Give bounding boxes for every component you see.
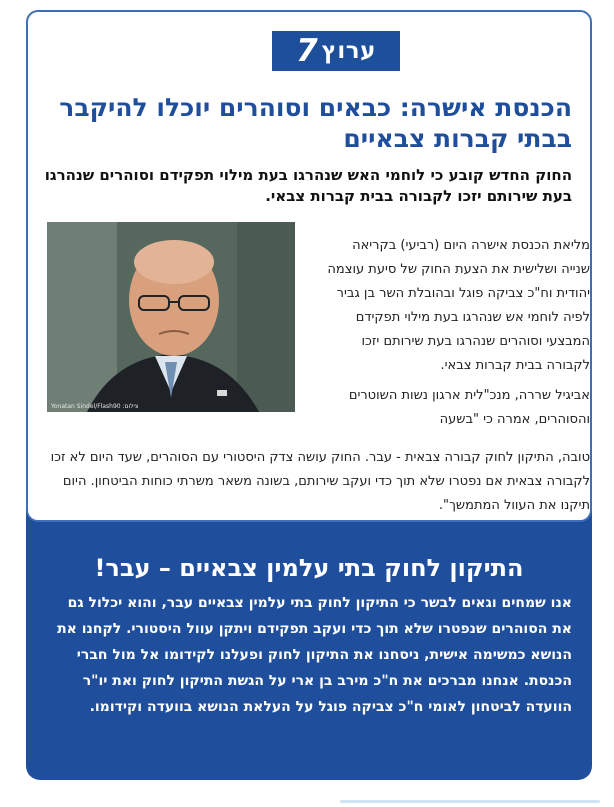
article-subhead: החוק החדש קובע כי לוחמי האש שנהרגו בעת מילוי תפקידם וסוהרים שנהרגו בעת שירותם יזכו לקבורה בבית קברות צבאי. <box>44 166 572 205</box>
body-paragraph-2-start: אביגיל שררה, מנכ"לית ארגון נשות השוטרים והסוהרים, אמרה כי "בשעה <box>348 388 590 427</box>
article-headline: הכנסת אישרה: כבאים וסוהרים יוכלו להיקבר בבתי קברות צבאיים <box>59 93 572 153</box>
article-body <box>320 234 590 438</box>
highlight-box <box>26 522 592 780</box>
photo-credit: Yonatan Sindel/Flash90 :צילום <box>51 403 139 410</box>
highlight-text: אנו שמחים וגאים לבשר כי התיקון לחוק בתי עלמין צבאיים עבר, והוא יכלול גם את הסוהרים שנפטרו שלא תוך כדי ועקב תפקידם ויתקן עוול היסטורי. לקחנו את הנושא כמשימה אישית, ניסחנו את התיקון לחוק ופעלנו לקידומו אל מול חברי הכנסת. אנחנו מברכים את ח"כ מירב בן ארי על הגשת התיקון לחוק ואת יו"ר הוועדה לביטחון לאומי ח"כ צביקה פוגל על העלאת הנושא בוועדה וקידומו. <box>57 595 572 715</box>
channel7-logo[interactable] <box>272 31 400 71</box>
body-paragraph-1: מליאת הכנסת אישרה היום (רביעי) בקריאה שנייה ושלישית את הצעת החוק של סיעת עוצמה יהודית וח"כ צביקה פוגל ובהובלת השר בן גביר לפיה לוחמי אש שנהרגו בעת מילוי תפקידם המבצעי וסוהרים שנהרגו בעת שירותם יזכו לקבורה בבית קברות צבאי. <box>327 238 590 373</box>
logo-text: ערוץ <box>321 38 376 64</box>
portrait-illustration <box>47 222 295 412</box>
logo-seven-icon: 7 <box>296 32 318 69</box>
article-photo <box>47 222 295 412</box>
highlight-title: התיקון לחוק בתי עלמין צבאיים – עבר! <box>94 554 524 582</box>
body-paragraph-2-rest: טובה, התיקון לחוק קבורה צבאית - עבר. החוק עושה צדק היסטורי עם הסוהרים, שעד היום לא זכו לקבורה צבאית אם נפטרו שלא תוך כדי ועקב שירותם, בשונה משאר משרתי כוחות הביטחון. היום תיקנו את העוול המתמשך". <box>50 450 590 513</box>
decorative-divider <box>340 800 600 803</box>
